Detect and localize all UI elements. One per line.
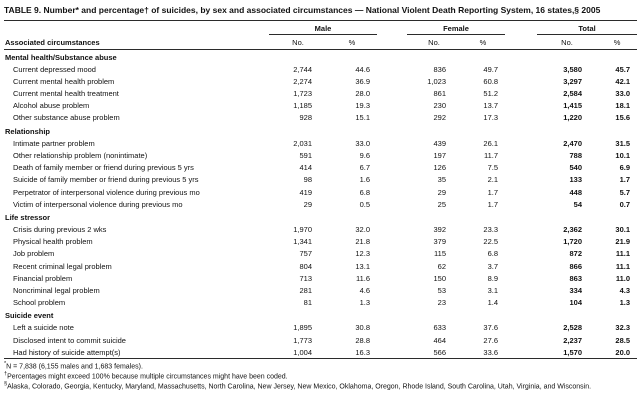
section-header: Relationship xyxy=(5,126,51,136)
column-gap xyxy=(259,284,269,296)
column-gap xyxy=(377,149,407,161)
footnote-states xyxy=(4,382,637,392)
column-gap xyxy=(259,75,269,87)
row-label: Alcohol abuse problem xyxy=(13,101,90,111)
table-row xyxy=(4,248,637,260)
pct-cell: 33.0 xyxy=(355,138,370,148)
count-cell: 98 xyxy=(303,175,312,185)
table-row xyxy=(4,75,637,87)
table-title: TABLE 9. Number* and percentage† of suicides, by sex and associated circumstances — National Violent Death Reporting System, 16 states,§ 2005 xyxy=(4,5,601,15)
column-gap xyxy=(259,35,269,50)
row-label: Other relationship problem (nonintimate) xyxy=(13,150,148,160)
column-gap xyxy=(505,198,537,210)
count-cell: 1,415 xyxy=(563,101,583,111)
table-row xyxy=(4,346,637,359)
count-cell: 281 xyxy=(299,285,312,295)
column-gap xyxy=(259,21,269,35)
column-gap xyxy=(377,137,407,149)
table-row xyxy=(4,297,637,309)
pct-cell: 21.9 xyxy=(615,237,631,247)
column-gap xyxy=(377,174,407,186)
count-cell: 1,220 xyxy=(563,113,583,123)
row-label: Intimate partner problem xyxy=(13,138,95,148)
section-header-row xyxy=(4,50,637,64)
row-label: Job problem xyxy=(13,249,55,259)
footnote-marker: * xyxy=(4,361,7,368)
pct-cell: 8.9 xyxy=(487,273,499,283)
column-gap xyxy=(505,272,537,284)
count-cell: 53 xyxy=(437,285,446,295)
count-cell: 866 xyxy=(569,261,583,271)
column-gap xyxy=(505,88,537,100)
row-label: Other substance abuse problem xyxy=(13,113,120,123)
column-gap xyxy=(259,236,269,248)
table-row xyxy=(4,100,637,112)
column-gap xyxy=(259,137,269,149)
column-gap xyxy=(259,174,269,186)
count-cell: 1,185 xyxy=(293,101,312,111)
pct-cell: 17.3 xyxy=(483,113,499,123)
row-label: Noncriminal legal problem xyxy=(13,285,100,295)
count-cell: 1,341 xyxy=(293,237,312,247)
count-cell: 29 xyxy=(437,187,446,197)
column-gap xyxy=(505,334,537,346)
row-label: Victim of interpersonal violence during previous mo xyxy=(13,199,183,209)
column-gap xyxy=(259,100,269,112)
count-cell: 35 xyxy=(437,175,446,185)
count-cell: 29 xyxy=(303,199,312,209)
column-gap xyxy=(377,198,407,210)
column-gap xyxy=(377,284,407,296)
row-label: Perpetrator of interpersonal violence during previous mo xyxy=(13,187,200,197)
subheader-female-no: No. xyxy=(407,35,461,50)
column-gap xyxy=(377,346,407,359)
pct-cell: 44.6 xyxy=(355,64,370,74)
column-gap xyxy=(505,236,537,248)
column-gap xyxy=(505,260,537,272)
subheader-male-no: No. xyxy=(269,35,327,50)
column-gap xyxy=(259,63,269,75)
pct-cell: 60.8 xyxy=(483,76,499,86)
count-cell: 1,004 xyxy=(293,347,312,357)
count-cell: 2,584 xyxy=(563,89,583,99)
column-gap xyxy=(505,322,537,334)
footnote-n xyxy=(4,362,637,372)
count-cell: 23 xyxy=(437,298,446,308)
table-row xyxy=(4,63,637,75)
row-label: Financial problem xyxy=(13,273,73,283)
count-cell: 1,570 xyxy=(563,347,583,357)
pct-cell: 28.5 xyxy=(615,335,631,345)
section-header-row xyxy=(4,309,637,322)
pct-cell: 3.1 xyxy=(487,285,499,295)
pct-cell: 0.7 xyxy=(619,199,631,209)
pct-cell: 11.0 xyxy=(615,273,631,283)
count-cell: 115 xyxy=(434,249,446,259)
count-cell: 836 xyxy=(433,64,446,74)
section-header: Mental health/Substance abuse xyxy=(5,52,117,62)
column-gap xyxy=(505,137,537,149)
count-cell: 2,237 xyxy=(563,335,583,345)
column-gap xyxy=(505,162,537,174)
count-cell: 25 xyxy=(437,199,446,209)
table-row xyxy=(4,223,637,235)
table-row xyxy=(4,88,637,100)
group-header-male: Male xyxy=(269,21,377,35)
column-gap xyxy=(377,186,407,198)
column-gap xyxy=(505,21,537,35)
section-header-row xyxy=(4,210,637,223)
row-label: School problem xyxy=(13,298,66,308)
pct-cell: 27.6 xyxy=(483,335,499,345)
pct-cell: 3.7 xyxy=(487,261,499,271)
footnote-text: Percentages might exceed 100% because multiple circumstances might have been coded. xyxy=(7,373,288,381)
footnote-percentages xyxy=(4,372,637,382)
column-gap xyxy=(377,272,407,284)
pct-cell: 13.1 xyxy=(355,261,370,271)
column-gap xyxy=(377,260,407,272)
pct-cell: 33.0 xyxy=(615,89,631,99)
count-cell: 448 xyxy=(569,187,583,197)
footnote-text: Alaska, Colorado, Georgia, Kentucky, Maryland, Massachusetts, North Carolina, New Jersey, New Mexico, Oklahoma, Oregon, Rhode Island, South Carolina, Utah, Virginia, and Wisconsin. xyxy=(7,383,592,391)
count-cell: 133 xyxy=(569,175,583,185)
pct-cell: 11.7 xyxy=(483,150,499,160)
row-label-header: Associated circumstances xyxy=(4,35,259,50)
pct-cell: 33.6 xyxy=(483,347,499,357)
table-row xyxy=(4,334,637,346)
pct-cell: 6.9 xyxy=(619,163,631,173)
column-gap xyxy=(259,297,269,309)
pct-cell: 1.6 xyxy=(359,175,370,185)
column-gap xyxy=(505,248,537,260)
column-gap xyxy=(259,186,269,198)
column-gap xyxy=(259,162,269,174)
count-cell: 591 xyxy=(299,150,312,160)
pct-cell: 13.7 xyxy=(483,101,499,111)
pct-cell: 45.7 xyxy=(615,64,631,74)
column-gap xyxy=(377,236,407,248)
count-cell: 1,723 xyxy=(293,89,312,99)
pct-cell: 1.7 xyxy=(487,187,499,197)
column-gap xyxy=(505,100,537,112)
column-gap xyxy=(505,297,537,309)
pct-cell: 20.0 xyxy=(615,347,631,357)
column-gap xyxy=(377,63,407,75)
count-cell: 757 xyxy=(299,249,312,259)
column-gap xyxy=(377,322,407,334)
column-gap xyxy=(505,75,537,87)
count-cell: 928 xyxy=(299,113,312,123)
count-cell: 81 xyxy=(303,298,312,308)
column-gap xyxy=(377,162,407,174)
count-cell: 150 xyxy=(433,273,446,283)
count-cell: 419 xyxy=(299,187,312,197)
count-cell: 2,362 xyxy=(563,224,583,234)
pct-cell: 36.9 xyxy=(355,76,370,86)
column-gap xyxy=(377,100,407,112)
count-cell: 1,773 xyxy=(293,335,312,345)
pct-cell: 15.1 xyxy=(355,113,370,123)
column-gap xyxy=(377,35,407,50)
column-gap xyxy=(259,346,269,359)
group-header-total: Total xyxy=(537,21,637,35)
count-cell: 392 xyxy=(433,224,446,234)
pct-cell: 42.1 xyxy=(615,76,631,86)
subheader-female-pct: % xyxy=(461,35,505,50)
section-header: Suicide event xyxy=(5,311,54,321)
count-cell: 804 xyxy=(299,261,312,271)
column-gap xyxy=(505,284,537,296)
row-label: Current mental health treatment xyxy=(13,89,119,99)
count-cell: 464 xyxy=(433,335,446,345)
column-gap xyxy=(505,35,537,50)
column-gap xyxy=(259,334,269,346)
footnote-marker: † xyxy=(4,371,8,378)
column-gap xyxy=(377,112,407,124)
count-cell: 3,297 xyxy=(563,76,583,86)
section-header: Life stressor xyxy=(5,212,51,222)
pct-cell: 21.8 xyxy=(355,237,370,247)
row-label: Suicide of family member or friend during previous 5 yrs xyxy=(13,175,199,185)
count-cell: 566 xyxy=(433,347,446,357)
count-cell: 788 xyxy=(569,150,583,160)
pct-cell: 2.1 xyxy=(487,175,499,185)
pct-cell: 15.6 xyxy=(615,113,631,123)
row-label: Current mental health problem xyxy=(13,76,115,86)
column-gap xyxy=(505,149,537,161)
count-cell: 1,970 xyxy=(293,224,312,234)
pct-cell: 0.5 xyxy=(359,199,370,209)
count-cell: 439 xyxy=(433,138,446,148)
count-cell: 872 xyxy=(569,249,583,259)
pct-cell: 11.1 xyxy=(615,249,631,259)
pct-cell: 1.7 xyxy=(619,175,631,185)
pct-cell: 23.3 xyxy=(483,224,499,234)
row-label: Left a suicide note xyxy=(13,323,74,333)
table-row xyxy=(4,198,637,210)
column-gap xyxy=(377,88,407,100)
table-row xyxy=(4,236,637,248)
table-row xyxy=(4,149,637,161)
count-cell: 540 xyxy=(569,163,583,173)
table-row xyxy=(4,322,637,334)
pct-cell: 10.1 xyxy=(615,150,631,160)
table-row xyxy=(4,272,637,284)
table-row xyxy=(4,137,637,149)
count-cell: 863 xyxy=(569,273,583,283)
column-gap xyxy=(259,248,269,260)
table-row xyxy=(4,112,637,124)
row-label: Death of family member or friend during previous 5 yrs xyxy=(13,163,194,173)
group-header-row xyxy=(4,21,637,35)
pct-cell: 49.7 xyxy=(483,64,499,74)
subheader-total-no: No. xyxy=(537,35,597,50)
count-cell: 414 xyxy=(299,163,312,173)
column-gap xyxy=(505,186,537,198)
column-gap xyxy=(259,322,269,334)
pct-cell: 22.5 xyxy=(483,237,499,247)
column-gap xyxy=(259,223,269,235)
pct-cell: 19.3 xyxy=(355,101,370,111)
pct-cell: 51.2 xyxy=(483,89,499,99)
section-header-row xyxy=(4,124,637,137)
count-cell: 861 xyxy=(433,89,446,99)
pct-cell: 5.7 xyxy=(619,187,631,197)
count-cell: 633 xyxy=(433,323,446,333)
count-cell: 292 xyxy=(433,113,446,123)
table-row xyxy=(4,186,637,198)
column-gap xyxy=(505,223,537,235)
row-label: Current depressed mood xyxy=(13,64,96,74)
table-row xyxy=(4,260,637,272)
pct-cell: 1.3 xyxy=(619,298,631,308)
table-row xyxy=(4,284,637,296)
pct-cell: 32.3 xyxy=(615,323,631,333)
row-label: Crisis during previous 2 wks xyxy=(13,224,107,234)
subheader-row xyxy=(4,35,637,50)
column-gap xyxy=(505,174,537,186)
row-label: Had history of suicide attempt(s) xyxy=(13,347,121,357)
footnote-marker: § xyxy=(4,380,8,387)
count-cell: 379 xyxy=(433,237,446,247)
column-gap xyxy=(377,297,407,309)
subheader-male-pct: % xyxy=(327,35,377,50)
pct-cell: 28.8 xyxy=(355,335,370,345)
pct-cell: 4.3 xyxy=(619,285,631,295)
column-gap xyxy=(377,223,407,235)
count-cell: 2,528 xyxy=(563,323,583,333)
column-gap xyxy=(505,112,537,124)
count-cell: 104 xyxy=(569,298,583,308)
pct-cell: 18.1 xyxy=(615,101,631,111)
pct-cell: 1.7 xyxy=(487,199,499,209)
group-header-female: Female xyxy=(407,21,505,35)
count-cell: 1,720 xyxy=(563,237,583,247)
column-gap xyxy=(377,248,407,260)
pct-cell: 32.0 xyxy=(355,224,370,234)
table-row xyxy=(4,162,637,174)
column-gap xyxy=(505,346,537,359)
count-cell: 3,580 xyxy=(563,64,583,74)
count-cell: 54 xyxy=(573,199,583,209)
pct-cell: 12.3 xyxy=(355,249,370,259)
pct-cell: 6.8 xyxy=(359,187,370,197)
pct-cell: 31.5 xyxy=(615,138,631,148)
table-body xyxy=(4,50,637,359)
pct-cell: 1.3 xyxy=(359,298,370,308)
row-label: Recent criminal legal problem xyxy=(13,261,112,271)
count-cell: 2,031 xyxy=(293,138,312,148)
table-row xyxy=(4,174,637,186)
pct-cell: 11.6 xyxy=(355,273,370,283)
pct-cell: 4.6 xyxy=(359,285,370,295)
pct-cell: 6.7 xyxy=(359,163,370,173)
pct-cell: 1.4 xyxy=(487,298,499,308)
pct-cell: 26.1 xyxy=(483,138,499,148)
column-gap xyxy=(259,198,269,210)
corner-cell xyxy=(4,21,259,35)
count-cell: 1,023 xyxy=(427,76,446,86)
count-cell: 62 xyxy=(437,261,446,271)
pct-cell: 11.1 xyxy=(615,261,631,271)
pct-cell: 7.5 xyxy=(487,163,499,173)
count-cell: 713 xyxy=(299,273,312,283)
column-gap xyxy=(505,63,537,75)
row-label: Physical health problem xyxy=(13,237,93,247)
footnotes xyxy=(4,362,637,391)
count-cell: 1,895 xyxy=(293,323,312,333)
count-cell: 2,274 xyxy=(293,76,312,86)
count-cell: 2,470 xyxy=(563,138,583,148)
suicide-circumstances-table xyxy=(4,20,637,359)
pct-cell: 9.6 xyxy=(359,150,370,160)
column-gap xyxy=(259,149,269,161)
pct-cell: 30.1 xyxy=(615,224,631,234)
subheader-total-pct: % xyxy=(597,35,637,50)
pct-cell: 16.3 xyxy=(355,347,370,357)
column-gap xyxy=(259,88,269,100)
count-cell: 197 xyxy=(433,150,446,160)
column-gap xyxy=(377,21,407,35)
pct-cell: 30.8 xyxy=(355,323,370,333)
count-cell: 334 xyxy=(569,285,583,295)
pct-cell: 37.6 xyxy=(483,323,499,333)
column-gap xyxy=(259,272,269,284)
count-cell: 2,744 xyxy=(293,64,312,74)
pct-cell: 6.8 xyxy=(487,249,499,259)
column-gap xyxy=(259,260,269,272)
count-cell: 230 xyxy=(433,101,446,111)
footnote-text: N = 7,838 (6,155 males and 1,683 females). xyxy=(6,363,143,371)
count-cell: 126 xyxy=(433,163,446,173)
column-gap xyxy=(377,75,407,87)
pct-cell: 28.0 xyxy=(355,89,370,99)
column-gap xyxy=(377,334,407,346)
row-label: Disclosed intent to commit suicide xyxy=(13,335,126,345)
column-gap xyxy=(259,112,269,124)
